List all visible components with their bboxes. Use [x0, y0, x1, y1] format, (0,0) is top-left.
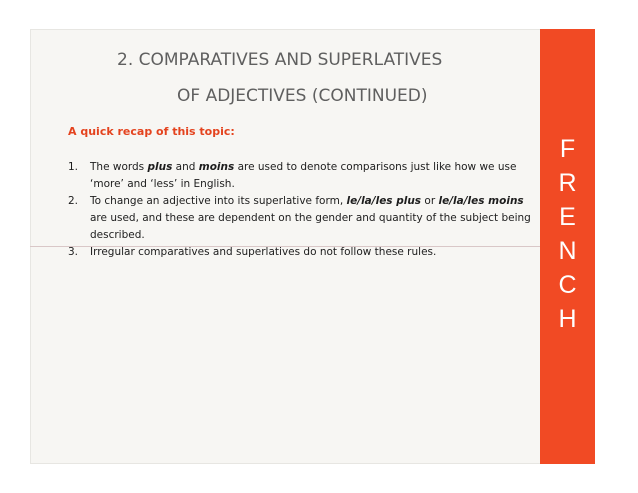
slide-title-line-1: 2. COMPARATIVES AND SUPERLATIVES: [117, 50, 443, 70]
sidebar-letters: [540, 132, 595, 336]
list-item: [68, 159, 538, 193]
list-item-text: The words: [90, 161, 148, 173]
recap-list: [68, 159, 538, 261]
list-item-text: Irregular comparatives and superlatives do not follow these rules.: [90, 246, 437, 258]
list-item-number: 3.: [68, 246, 79, 258]
emphasized-word: moins: [198, 161, 235, 173]
list-item-text: are used, and these are dependent on the gender and quantity of the subject being described.: [90, 212, 531, 241]
list-item-number: 2.: [68, 195, 79, 207]
list-item-number: 1.: [68, 161, 79, 173]
recap-heading: A quick recap of this topic:: [68, 125, 235, 138]
list-item-text: To change an adjective into its superlative form,: [90, 195, 347, 207]
emphasized-word: plus: [147, 161, 173, 173]
language-sidebar: [540, 29, 595, 464]
sidebar-letter: E: [559, 203, 576, 231]
sidebar-letter: R: [558, 169, 577, 197]
sidebar-letter: F: [559, 135, 576, 163]
slide-title-line-2: OF ADJECTIVES (CONTINUED): [177, 86, 428, 106]
sidebar-letter: C: [558, 271, 577, 299]
list-item-text: or: [421, 195, 439, 207]
list-item: [68, 193, 538, 244]
sidebar-letter: H: [558, 305, 577, 333]
sidebar-letter: N: [558, 237, 577, 265]
list-item: [68, 244, 538, 261]
list-item-text: are used to denote comparisons just like how we use ‘more’ and ‘less’ in English.: [90, 161, 517, 190]
emphasized-word: le/la/les plus: [346, 195, 422, 207]
emphasized-word: le/la/les moins: [438, 195, 524, 207]
list-item-text: and: [172, 161, 199, 173]
